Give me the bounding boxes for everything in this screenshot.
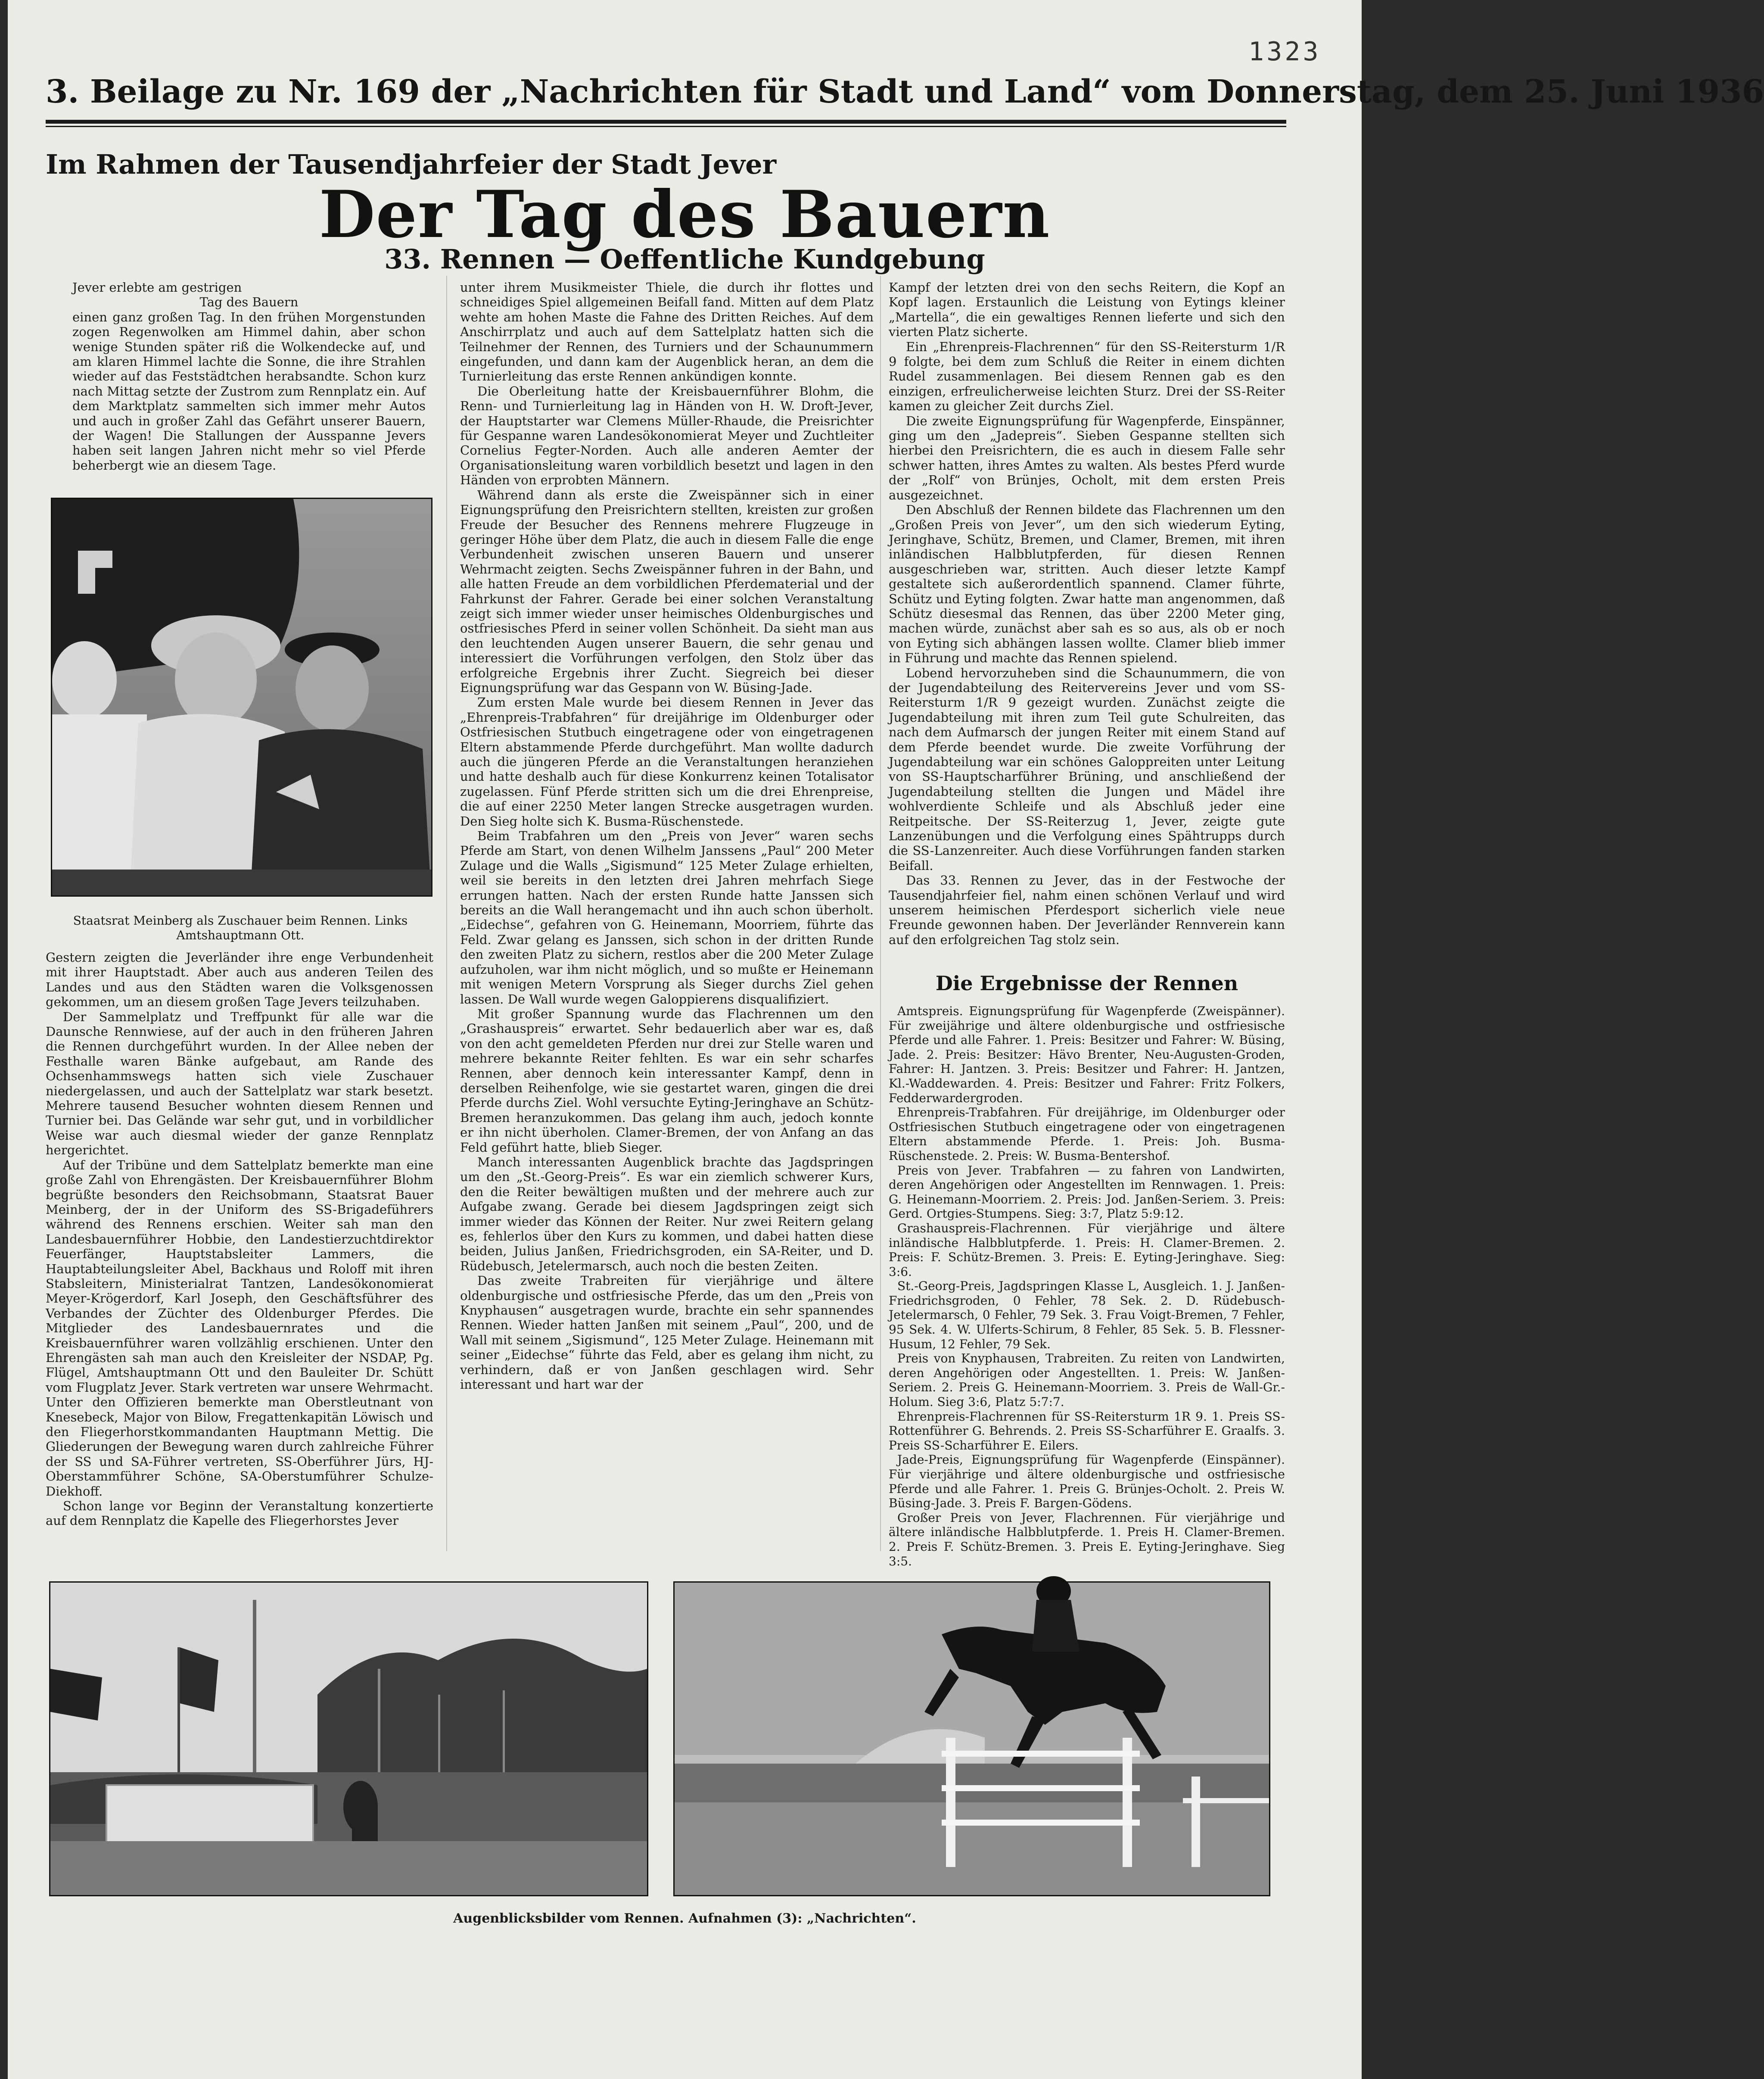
photo-racecourse-crowd-image: [50, 1583, 647, 1895]
paragraph: Während dann als erste die Zweispänner sich in einer Eignungsprüfung den Preisrichtern stellten, kreisten zur großen Freude der Besucher des Rennens mehrere Flugzeuge in geringer Höhe über dem Platz, die auch in diesem Falle die enge Verbundenheit zwischen unseren Bauern und unserer Wehrmacht zeigten. Sechs Zweispänner fuhren in der Bahn, und alle hatten Freude an dem vorbildlichen Pferdematerial und der Fahrkunst der Fahrer. Gerade bei einer solchen Veranstaltung zeigt sich immer wieder unser heimisches Oldenburgisches und ostfriesisches Pferd in seiner vollen Schönheit. Da sieht man aus den leuchtenden Augen unserer Bauern, die sehr genau und interessiert die Vorführungen verfolgen, den Stolz über das erfolgreiche Ergebnis ihrer Zucht. Siegreich bei dieser Eignungsprüfung war das Gespann von W. Büsing-Jade.: [460, 487, 874, 695]
result-entry: Grashauspreis-Flachrennen. Für vierjährige und ältere inländische Halbblutpferde. 1. Preis: H. Clamer-Bremen. 2. Preis: F. Schütz-Bremen. 3. Preis: E. Eyting-Jeringhave. Sieg: 3:6.: [889, 1221, 1285, 1279]
newspaper-page: [8, 0, 1764, 2079]
page-number: 1323: [1248, 37, 1321, 67]
results-heading: Die Ergebnisse der Rennen: [935, 972, 1238, 995]
column-divider: [880, 276, 881, 1551]
paragraph: Das 33. Rennen zu Jever, das in der Festwoche der Tausendjahrfeier fiel, nahm einen schönen Verlauf und wird unserem heimischen Pferdesport sicherlich viele neue Freunde gewonnen haben. Der Jeverländer Rennverein kann auf den erfolgreichen Tag stolz sein.: [889, 873, 1285, 947]
paragraph: Kampf der letzten drei von den sechs Reitern, die Kopf an Kopf lagen. Erstaunlich die Leistung von Eytings kleiner „Martella“, die ein gewaltiges Rennen lieferte und sich den vierten Platz sicherte.: [889, 280, 1285, 340]
paragraph: Die zweite Eignungsprüfung für Wagenpferde, Einspänner, ging um den „Jadepreis“. Sieben Gespanne stellten sich hierbei den Preisrichtern, die es auch in diesem Falle sehr schwer hatten, ihres Amtes zu walten. Als bestes Pferd wurde der „Rolf“ von Brünjes, Ocholt, mit dem ersten Preis ausgezeichnet.: [889, 413, 1285, 502]
paragraph: Den Abschluß der Rennen bildete das Flachrennen um den „Großen Preis von Jever“, um den sich wiederum Eyting, Jeringhave, Schütz, Bremen, und Clamer, Bremen, mit ihren inländischen Halbblutpferden, für diesen Rennen ausgeschrieben war, stritten. Auch dieser letzte Kampf gestaltete sich außerordentlich spannend. Clamer führte, Schütz und Eyting folgten. Zwar hatte man angenommen, daß Schütz diesesmal das Rennen, das über 2200 Meter ging, machen würde, zunächst aber sah es so aus, als ob er noch von Eyting sich abhängen lassen wollte. Clamer blieb immer in Führung und machte das Rennen spielend.: [889, 502, 1285, 666]
paragraph: Die Oberleitung hatte der Kreisbauernführer Blohm, die Renn- und Turnierleitung lag in Händen von H. W. Droft-Jever, der Hauptstarter war Clemens Müller-Rhaude, die Preisrichter für Gespanne waren Landesökonomierat Meyer und Zuchtleiter Cornelius Fegter-Norden. Auch alle anderen Aemter der Organisationsleitung waren vorbildlich besetzt und lagen in den Händen von erprobten Männern.: [460, 383, 874, 488]
paragraph: Gestern zeigten die Jeverländer ihre enge Verbundenheit mit ihrer Hauptstadt. Aber auch aus anderen Teilen des Landes und aus den Städten waren die Volksgenossen gekommen, um an diesem großen Tage Jevers teilzuhaben.: [46, 950, 433, 1010]
article-kicker: Im Rahmen der Tausendjahrfeier der Stadt Jever: [46, 149, 777, 180]
supplement-header: 3. Beilage zu Nr. 169 der „Nachrichten für Stadt und Land“ vom Donnerstag, dem 25. Juni 1936: [46, 73, 1764, 110]
photo-show-jumping: [673, 1581, 1270, 1896]
paragraph: unter ihrem Musikmeister Thiele, die durch ihr flottes und schneidiges Spiel allgemeinen Beifall fand. Mitten auf dem Platz wehte am hohen Maste die Fahne des Dritten Reiches. Auf dem Anschirrplatz und auch auf dem Sattelplatz hatten sich die Teilnehmer der Rennen, des Turniers und der Schaunummern eingefunden, und dann kam der Augenblick heran, an dem die Turnierleitung das erste Rennen ankündigen konnte.: [460, 280, 874, 384]
results-list: [889, 1004, 1285, 1568]
result-entry: Preis von Knyphausen, Trabreiten. Zu reiten von Landwirten, deren Angehörigen oder Angestellten. 1. Preis: W. Janßen-Seriem. 2. Preis G. Heinemann-Moorriem. 3. Preis de Wall-Gr.-Holum. Sieg 3:6, Platz 5:7:7.: [889, 1351, 1285, 1409]
result-entry: Ehrenpreis-Flachrennen für SS-Reitersturm 1R 9. 1. Preis SS-Rottenführer G. Behrends. 2. Preis SS-Scharführer E. Graalfs. 3. Preis SS-Scharführer E. Eilers.: [889, 1409, 1285, 1452]
paragraph: Ein „Ehrenpreis-Flachrennen“ für den SS-Reitersturm 1/R 9 folgte, bei dem zum Schluß die Reiter in einem dichten Rudel zusammenlagen. Bei diesem Rennen gab es den einzigen, erfreulicherweise leichten Sturz. Drei der SS-Reiter kamen zu gleicher Zeit durchs Ziel.: [889, 339, 1285, 414]
paragraph: Schon lange vor Beginn der Veranstaltung konzertierte auf dem Rennplatz die Kapelle des Fliegerhorstes Jever: [46, 1499, 433, 1528]
article-subheadline: 33. Rennen — Oeffentliche Kundgebung: [384, 243, 985, 275]
paragraph: Beim Trabfahren um den „Preis von Jever“ waren sechs Pferde am Start, von denen Wilhelm Janssens „Paul“ 200 Meter Zulage und die Walls „Sigismund“ 125 Meter Zulage erhielten, weil sie bereits in den letzten drei Jahren mehrfach Siege errungen hatten. Nach der ersten Runde hatte Janssen sich bereits an die Wall herangemacht und ihn auch schon überholt. „Eidechse“, gefahren von G. Heinemann, Moorriem, führte das Feld. Zwar gelang es Janssen, sich schon in der dritten Runde den zweiten Platz zu sichern, restlos aber die 200 Meter Zulage aufzuholen, war ihm nicht möglich, und so mußte er Heinemann mit wenigen Metern Vorsprung als Sieger durchs Ziel gehen lassen. De Wall wurde wegen Galoppierens disqualifiziert.: [460, 829, 874, 1007]
bottom-photos-caption: Augenblicksbilder vom Rennen. Aufnahmen (3): „Nachrichten“.: [453, 1911, 916, 1926]
header-rule-thin: [46, 126, 1286, 127]
column3-body: [889, 280, 1285, 947]
column1-body: [46, 950, 433, 1528]
photo-spectators: [51, 498, 432, 897]
intro-line: Jever erlebte am gestrigen: [72, 280, 242, 295]
article-headline: Der Tag des Bauern: [319, 177, 1051, 252]
result-entry: Jade-Preis, Eignungsprüfung für Wagenpferde (Einspänner). Für vierjährige und ältere oldenburgische und ostfriesische Pferde und alle Fahrer. 1. Preis G. Brünjes-Ocholt. 2. Preis W. Büsing-Jade. 3. Preis F. Bargen-Gödens.: [889, 1452, 1285, 1511]
result-entry: Großer Preis von Jever, Flachrennen. Für vierjährige und ältere inländische Halbblutpferde. 1. Preis H. Clamer-Bremen. 2. Preis F. Schütz-Bremen. 3. Preis E. Eyting-Jeringhave. Sieg 3:5.: [889, 1510, 1285, 1568]
paragraph: Auf der Tribüne und dem Sattelplatz bemerkte man eine große Zahl von Ehrengästen. Der Kreisbauernführer Blohm begrüßte besonders den Reichsobmann, Staatsrat Bauer Meinberg, der in der Uniform des SS-Brigadeführers während des Rennens erschien. Weiter sah man den Landesbauernführer Hobbie, den Landestierzuchtdirektor Feuerfänger, Hauptstabsleiter Lammers, die Hauptabteilungsleiter Abel, Backhaus und Roloff mit ihren Stabsleitern, Ministerialrat Tantzen, Landesökonomierat Meyer-Krögerdorf, Karl Joseph, den Geschäftsführer des Verbandes der Züchter des Oldenburger Pferdes. Die Mitglieder des Landesbauernrates und die Kreisbauernführer waren vollzählig erschienen. Unter den Ehrengästen sah man auch den Kreisleiter der NSDAP, Pg. Flügel, Amtshauptmann Ott und den Bauleiter Dr. Schütt vom Flugplatz Jever. Stark vertreten war unsere Wehrmacht. Unter den Offizieren bemerkte man Oberstleutnant von Knesebeck, Major von Bilow, Fregattenkapitän Löwisch und den Fliegerhorstkommandanten Hauptmann Mettig. Die Gliederungen der Bewegung waren durch zahlreiche Führer der SS und SA-Führer vertreten, SS-Oberführer Jürs, HJ-Oberstammführer Schöne, SA-Oberstumführer Schulze-Diekhoff.: [46, 1157, 433, 1499]
photo-racecourse-crowd: [49, 1581, 648, 1896]
column1-intro: [72, 280, 426, 473]
photo-spectators-caption: Staatsrat Meinberg als Zuschauer beim Rennen. Links Amtshauptmann Ott.: [73, 913, 408, 942]
paragraph: Manch interessanten Augenblick brachte das Jagdspringen um den „St.-Georg-Preis“. Es war ein ziemlich schwerer Kurs, den die Reiter bewältigen mußten und der mehrere auch zur Aufgabe zwang. Gerade bei diesem Jagdspringen zeigt sich immer wieder das Können der Reiter. Nur zwei Reitern gelang es, fehlerlos über den Kurs zu kommen, und dabei hatten diese beiden, Julius Janßen, Friedrichsgroden, ein SA-Reiter, und D. Rüdebusch, Jetelermarsch, auch noch die besten Zeiten.: [460, 1154, 874, 1273]
photo-spectators-image: [52, 499, 431, 895]
result-entry: Amtspreis. Eignungsprüfung für Wagenpferde (Zweispänner). Für zweijährige und ältere oldenburgische und ostfriesische Pferde und alle Fahrer. 1. Preis: Besitzer und Fahrer: W. Büsing, Jade. 2. Preis: Besitzer: Hävo Brenter, Neu-Augusten-Groden, Fahrer: H. Jantzen. 3. Preis: Besitzer und Fahrer: H. Jantzen, Kl.-Waddewarden. 4. Preis: Besitzer und Fahrer: Fritz Folkers, Fedderwardergroden.: [889, 1004, 1285, 1105]
photo-show-jumping-image: [675, 1583, 1269, 1895]
paragraph: Lobend hervorzuheben sind die Schaunummern, die von der Jugendabteilung des Reitervereins Jever und vom SS-Reitersturm 1/R 9 gezeigt wurden. Zunächst zeigte die Jugendabteilung mit ihren zum Teil gute Schulreiten, das nach dem Aufmarsch der jungen Reiter mit einem Stand auf dem Pferde beendet wurde. Die zweite Vorführung der Jugendabteilung war ein schönes Galoppreiten unter Leitung von SS-Hauptscharführer Brüning, und anschließend der Jugendabteilung stellten die Jungen und Mädel ihre wohlverdiente Schleife und als Abschluß jeder eine Reitpeitsche. Der SS-Reiterzug 1, Jever, zeigte gute Lanzenübungen und die Verfolgung eines Spähtrupps durch die SS-Lanzenreiter. Auch diese Vorführungen fanden starken Beifall.: [889, 665, 1285, 873]
result-entry: Preis von Jever. Trabfahren — zu fahren von Landwirten, deren Angehörigen oder Angestellten im Rennwagen. 1. Preis: G. Heinemann-Moorriem. 2. Preis: Jod. Janßen-Seriem. 3. Preis: Gerd. Ortgies-Stumpens. Sieg: 3:7, Platz 5:9:12.: [889, 1163, 1285, 1221]
intro-line-title: Tag des Bauern: [199, 295, 299, 310]
column-divider: [446, 276, 447, 1551]
paragraph: Der Sammelplatz und Treffpunkt für alle war die Daunsche Rennwiese, auf der auch in den früheren Jahren die Rennen durchgeführt wurden. In der Allee neben der Festhalle waren Bänke aufgebaut, am Rande des Ochsenhammswegs hatten sich viele Zuschauer niedergelassen, und auch der Sattelplatz war stark besetzt. Mehrere tausend Besucher wohnten diesem Rennen und Turnier bei. Das Gelände war sehr gut, und in vorbildlicher Weise war auch diesmal wieder der ganze Rennplatz hergerichtet.: [46, 1009, 433, 1158]
intro-paragraph: einen ganz großen Tag. In den frühen Morgenstunden zogen Regenwolken am Himmel dahin, aber schon wenige Stunden später riß die Wolkendecke auf, und am klaren Himmel lachte die Sonne, die ihre Strahlen wieder auf das Feststädtchen herabsandte. Schon kurz nach Mittag setzte der Zustrom zum Rennplatz ein. Auf dem Marktplatz sammelten sich immer mehr Autos und auch in großer Zahl das Gefährt unserer Bauern, der Wagen! Die Stallungen der Ausspanne Jevers haben seit langen Jahren nicht mehr so viel Pferde beherbergt wie an diesem Tage.: [72, 309, 426, 473]
result-entry: Ehrenpreis-Trabfahren. Für dreijährige, im Oldenburger oder Ostfriesischen Stutbuch eingetragene oder von eingetragenen Eltern abstammende Pferde. 1. Preis: Joh. Busma-Rüschenstede. 2. Preis: W. Busma-Bentershof.: [889, 1105, 1285, 1163]
column2-body: [460, 280, 874, 1392]
paragraph: Das zweite Trabreiten für vierjährige und ältere oldenburgische und ostfriesische Pferde, das um den „Preis von Knyphausen“ ausgetragen wurde, brachte ein sehr spannendes Rennen. Wieder hatten Janßen mit seinem „Paul“, 200, und de Wall mit seinem „Sigismund“, 125 Meter Zulage. Heinemann mit seiner „Eidechse“ führte das Feld, aber es gelang ihm nicht, zu verhindern, daß er von Janßen geschlagen wird. Sehr interessant und hart war der: [460, 1273, 874, 1392]
paragraph: Zum ersten Male wurde bei diesem Rennen in Jever das „Ehrenpreis-Trabfahren“ für dreijährige im Oldenburger oder Ostfriesischen Stutbuch eingetragene oder von eingetragenen Eltern abstammende Pferde durchgeführt. Man wollte dadurch auch die jüngeren Pferde an die Veranstaltungen heranziehen und hatte deshalb auch für diese Konkurrenz keinen Totalisator zugelassen. Fünf Pferde stritten sich um die drei Ehrenpreise, die auf einer 2250 Meter langen Strecke ausgetragen wurden. Den Sieg holte sich K. Busma-Rüschenstede.: [460, 695, 874, 829]
header-rule: [46, 120, 1286, 124]
paragraph: Mit großer Spannung wurde das Flachrennen um den „Grashauspreis“ erwartet. Sehr bedauerlich aber war es, daß von den acht gemeldeten Pferden nur drei zur Stelle waren und mehrere bekannte Reiter fehlten. Es war ein sehr scharfes Rennen, aber dennoch kein interessanter Kampf, denn in derselben Reihenfolge, wie sie gestartet waren, gingen die drei Pferde durchs Ziel. Wohl versuchte Eyting-Jeringhave an Schütz-Bremen heranzukommen. Das gelang ihm auch, jedoch konnte er ihn nicht überholen. Clamer-Bremen, der von Anfang an das Feld geführt hatte, blieb Sieger.: [460, 1006, 874, 1155]
result-entry: St.-Georg-Preis, Jagdspringen Klasse L, Ausgleich. 1. J. Janßen-Friedrichsgroden, 0 Fehler, 78 Sek. 2. D. Rüdebusch-Jetelermarsch, 0 Fehler, 79 Sek. 3. Frau Voigt-Bremen, 7 Fehler, 95 Sek. 4. W. Ulferts-Schirum, 8 Fehler, 85 Sek. 5. B. Flessner-Husum, 12 Fehler, 79 Sek.: [889, 1279, 1285, 1351]
